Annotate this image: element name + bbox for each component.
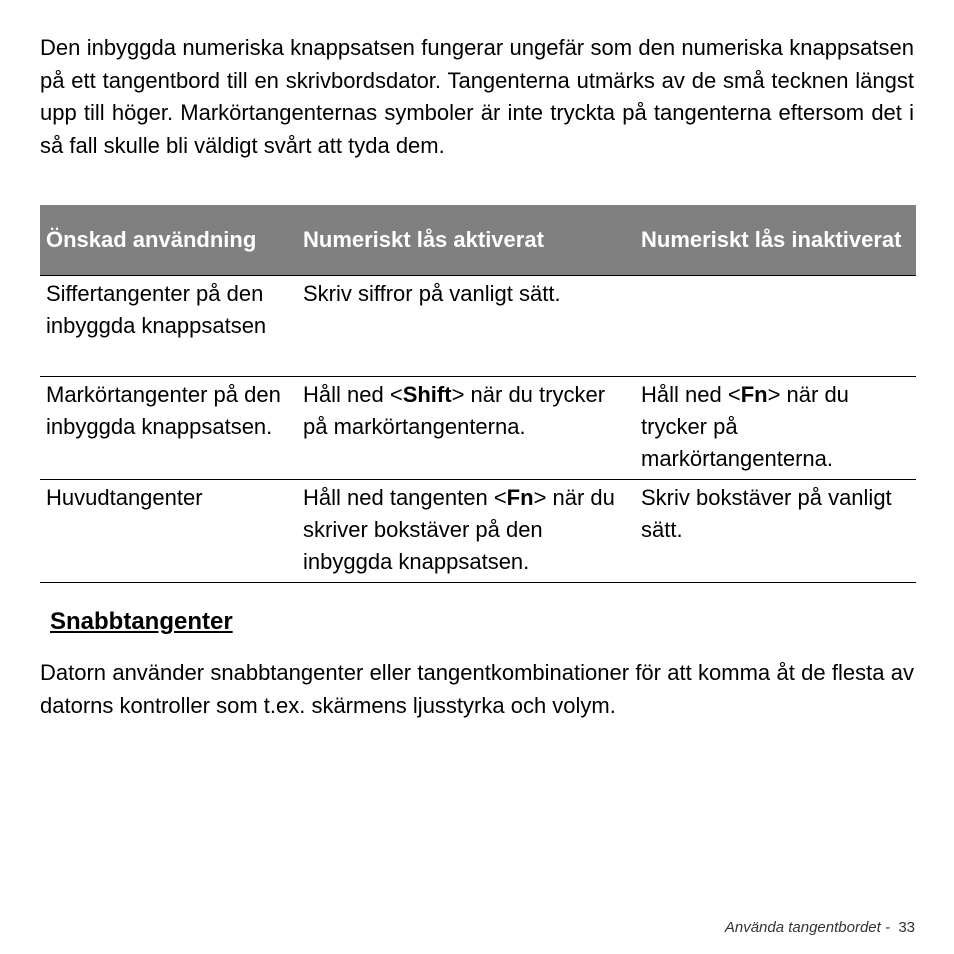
key-name-shift: Shift: [402, 382, 452, 407]
table-row: [40, 377, 916, 480]
page-number: 33: [898, 919, 915, 936]
cell-text-pre: Håll ned <: [641, 382, 741, 407]
intro-paragraph: Den inbyggda numeriska knappsatsen fungerar ungefär som den numeriska knappsatsen på ett tangentbord till en skrivbordsdator. Tangenterna utmärks av de små tecknen längst upp till höger. Markörtangenternas symboler är inte tryckta på tangenterna eftersom det i så fall skulle bli väldigt svårt att tyda dem.: [40, 35, 914, 158]
numeric-keypad-table: [40, 205, 916, 583]
table-row: [40, 276, 916, 377]
cell-text-pre: Håll ned tangenten <: [303, 485, 507, 510]
page-footer: [725, 918, 915, 938]
cell-numlock-on: [297, 377, 635, 480]
cell-text-post: > när du skriver bokstäver på den inbyggda knappsatsen.: [303, 485, 615, 574]
cell-text-post: > när du trycker på markörtangenterna.: [641, 382, 849, 471]
footer-label: Använda tangentbordet -: [724, 919, 899, 936]
cell-use: Huvudtangenter: [40, 480, 297, 583]
cell-numlock-off: Skriv bokstäver på vanligt sätt.: [635, 480, 916, 583]
cell-numlock-off: [635, 377, 916, 480]
cell-use: Markörtangenter på den inbyggda knappsatsen.: [40, 377, 297, 480]
header-numlock-on: Numeriskt lås aktiverat: [297, 205, 635, 276]
header-numlock-off: Numeriskt lås inaktiverat: [635, 205, 916, 276]
cell-numlock-off: [635, 276, 916, 377]
table-row: [40, 480, 916, 583]
cell-use: Siffertangenter på den inbyggda knappsatsen: [40, 276, 297, 377]
section-heading: Snabbtangenter: [50, 608, 233, 635]
cell-numlock-on: Skriv siffror på vanligt sätt.: [297, 276, 635, 377]
cell-text-post: > när du trycker på markörtangenterna.: [303, 382, 606, 439]
table-header-row: [40, 205, 916, 276]
cell-numlock-on: [297, 480, 635, 583]
header-desired-use: Önskad användning: [40, 205, 297, 276]
cell-text-pre: Håll ned <: [303, 382, 403, 407]
key-name-fn: Fn: [740, 382, 768, 407]
key-name-fn: Fn: [506, 485, 534, 510]
outro-paragraph: Datorn använder snabbtangenter eller tangentkombinationer för att komma åt de flesta av datorns kontroller som t.ex. skärmens ljusstyrka och volym.: [40, 660, 914, 718]
